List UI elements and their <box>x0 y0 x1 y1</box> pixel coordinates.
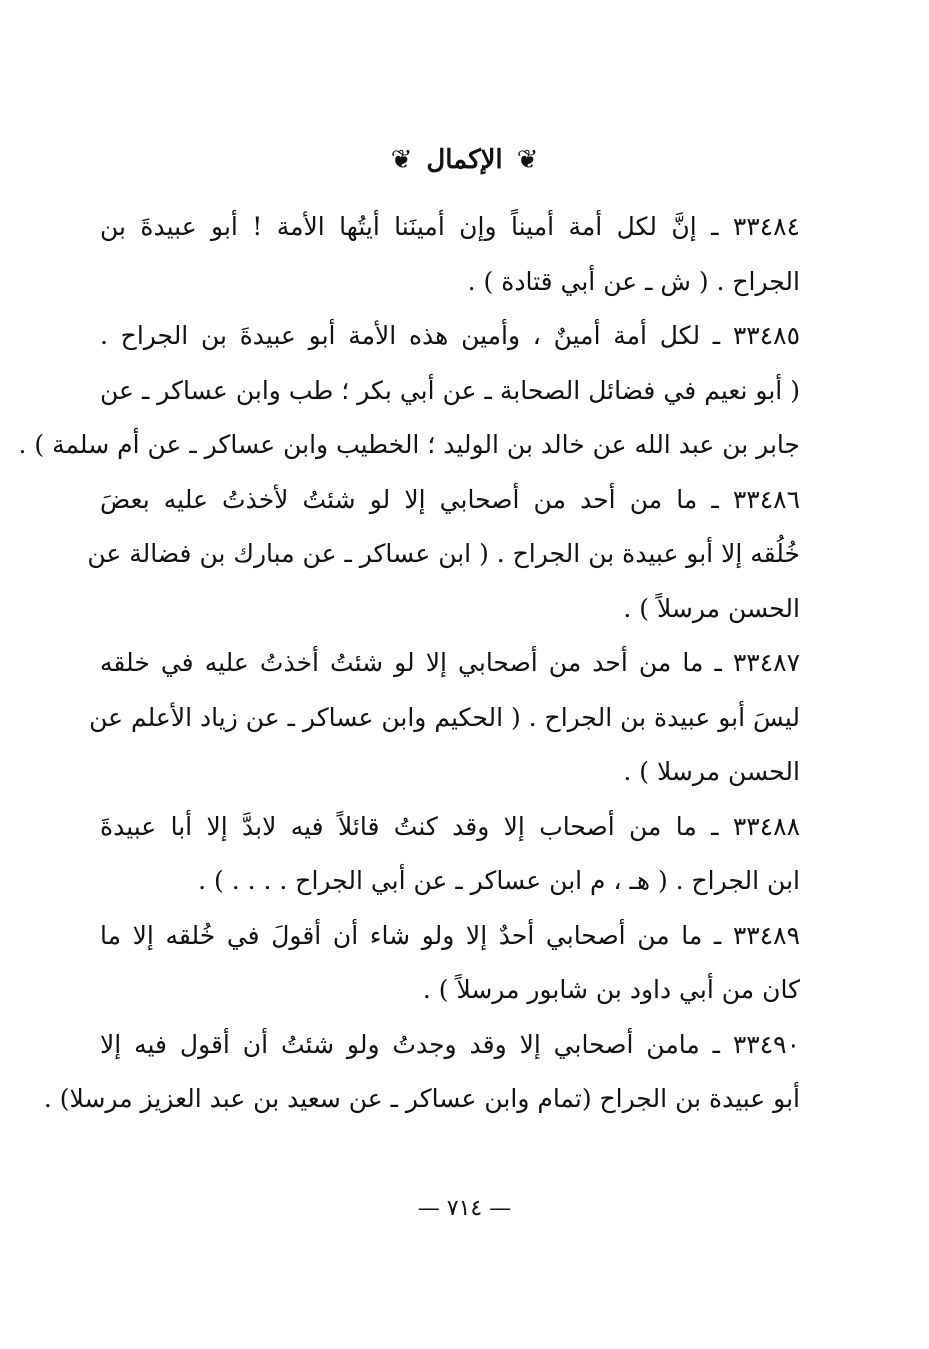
page-number: — ٧١٤ — <box>417 1196 512 1221</box>
text-line: ( أبو نعيم في فضائل الصحابة ـ عن أبي بكر ؛ طب وابن عساكر ـ عن <box>100 375 800 405</box>
page-header <box>0 138 929 182</box>
text-line: خُلُقه إلا أبو عبيدة بن الجراح . ( ابن عساكر ـ عن مبارك بن فضالة عن <box>87 539 800 568</box>
ornament-right-icon: ❦ <box>516 145 539 175</box>
text-line: ٣٣٤٨٦ ـ ما من أحد من أصحابي إلا لو شئتُ لأخذتُ عليه بعضَ <box>100 484 800 514</box>
text-line: الحسن مرسلاً ) . <box>623 593 800 623</box>
page-title: الإكمال <box>426 145 503 175</box>
text-line: كان من أبي داود بن شابور مرسلاً ) . <box>422 975 800 1004</box>
text-line: ٣٣٤٨٧ ـ ما من أحد من أصحابي إلا لو شئتُ أخذتُ عليه في خلقه <box>100 648 800 677</box>
text-line: ٣٣٤٨٤ ـ إنَّ لكل أمة أميناً وإن أمينَنا أيتُها الأمة ! أبو عبيدةَ بن <box>100 212 800 241</box>
text-line: جابر بن عبد الله عن خالد بن الوليد ؛ الخطيب وابن عساكر ـ عن أم سلمة ) . <box>18 430 800 459</box>
text-line: ليسَ أبو عبيدة بن الجراح . ( الحكيم وابن عساكر ـ عن زياد الأعلم عن <box>89 702 800 732</box>
text-line: ٣٣٤٨٩ ـ ما من أصحابي أحدٌ إلا ولو شاء أن أقولَ في خُلقه إلا ما <box>100 920 800 950</box>
text-line: الحسن مرسلا ) . <box>623 757 800 786</box>
text-line: أبو عبيدة بن الجراح (تمام وابن عساكر ـ عن سعيد بن عبد العزيز مرسلا) . <box>43 1084 800 1113</box>
text-line: ابن الجراح . ( هـ ، م ابن عساكر ـ عن أبي الجراح . . . . ) . <box>198 866 800 895</box>
text-line: الجراح . ( ش ـ عن أبي قتادة ) . <box>467 266 800 296</box>
ornament-left-icon: ❦ <box>390 145 413 175</box>
text-line: ٣٣٤٨٥ ـ لكل أمة أمينٌ ، وأمين هذه الأمة أبو عبيدةَ بن الجراح . <box>100 321 800 350</box>
text-line: ٣٣٤٩٠ ـ مامن أصحابي إلا وقد وجدتُ ولو شئتُ أن أقول فيه إلا <box>100 1029 800 1059</box>
text-line: ٣٣٤٨٨ ـ ما من أصحاب إلا وقد كنتُ قائلاً فيه لابدَّ إلا أبا عبيدةَ <box>100 811 800 841</box>
body-text <box>18 200 800 1127</box>
